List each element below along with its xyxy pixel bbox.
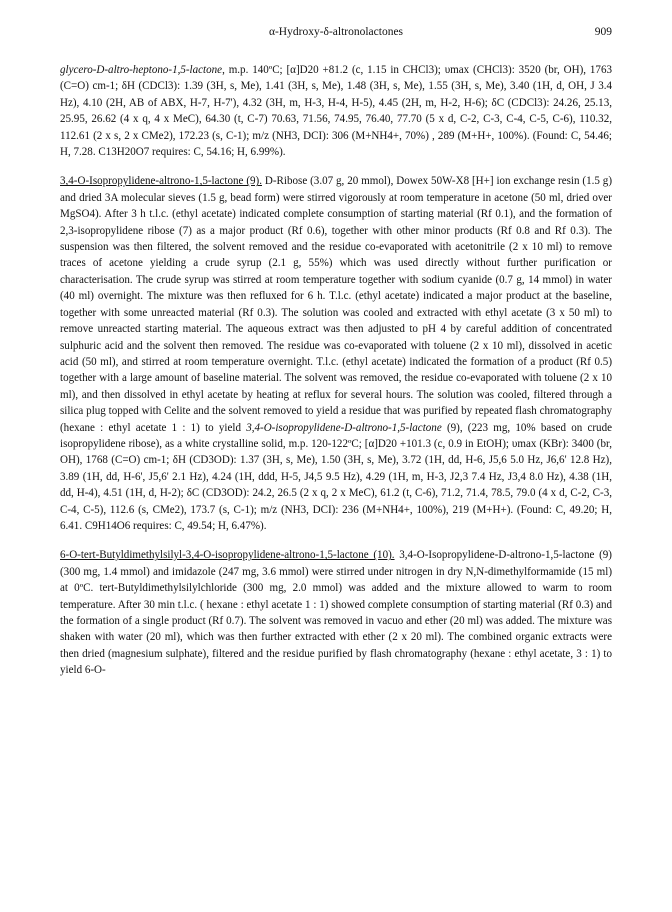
compound-name: 3,4-O-isopropylidene-D-altrono-1,5-lactone [246,421,442,434]
paragraph-text: 3,4-O-Isopropylidene-D-altrono-1,5-lactone (9) (300 mg, 1.4 mmol) and imidazole (247 mg, 3.6 mmol) were stirred under nitrogen in dry N,N-dimethylformamide (15 ml) at 0ºC. tert-Butyldimethylsilylchloride (300 mg, 2.0 mmol) was added and the mixture allowed to warm to room temperature. After 30 min t.l.c. ( hexane : ethyl acetate 1 : 1) showed complete consumption of starting material (Rf 0.3) and the formation of a single product (Rf 0.7). The solvent was removed in vacuo and ether (20 ml) was added. The mixture was shaken with water (20 ml), which was then further extracted with ether (2 x 20 ml). The combined organic extracts were then dried (magnesium sulphate), filtered and the residue purified by flash chromatography (hexane : ethyl acetate, 3 : 1) to yield 6-O- [60,549,612,677]
paragraph-compound-10 [60,547,612,678]
paragraph-heptonolactone-data [60,62,612,160]
paragraph-text: , m.p. 140ºC; [α]D20 +81.2 (c, 1.15 in CHCl3); υmax (CHCl3): 3520 (br, OH), 1763 (C=O) cm-1; δH (CDCl3): 1.39 (3H, s, Me), 1.41 (3H, s, Me), 1.48 (3H, s, Me), 1.55 (3H, s, Me), 3.40 (1H, d, OH, J 3.4 Hz), 4.10 (2H, AB of ABX, H-7, H-7'), 4.32 (3H, m, H-3, H-4, H-5), 4.45 (2H, m, H-2, H-6); δC (CDCl3): 24.26, 25.13, 25.95, 26.62 (4 x q, 4 x MeC), 64.30 (t, C-7) 70.63, 71.56, 74.95, 76.40, 77.70 (5 x d, C-2, C-3, C-4, C-5, C-6), 110.32, 112.61 (2 x s, 2 x CMe2), 172.23 (s, C-1); m/z (NH3, DCI): 306 (M+NH4+, 70%) , 289 (M+H+, 100%). (Found: C, 54.46; H, 7.28. C13H20O7 requires: C, 54.16; H, 6.99%). [60,64,612,159]
paragraph-text: (9), (223 mg, 10% based on crude isopropylidene ribose), as a white crystalline solid, m.p. 120-122ºC; [α]D20 +101.3 (c, 0.9 in EtOH); υmax (KBr): 3400 (br, OH), 1768 (C=O) cm-1; δH (CD3OD): 1.37 (3H, s, Me), 1.50 (3H, s, Me), 3.72 (1H, dd, H-6, J5,6 5.0 Hz, J6,6' 12.8 Hz), 3.89 (1H, dd, H-6', J5,6' 2.1 Hz), 4.24 (1H, ddd, H-5, J4,5 9.5 Hz), 4.29 (1H, m, H-3, J2,3 7.4 Hz, J3,4 8.0 Hz), 4.38 (1H, dd, H-4), 4.51 (1H, d, H-2); δC (CD3OD): 24.2, 26.5 (2 x q, 2 x MeC), 61.2 (t, C-6), 71.2, 71.4, 78.5, 79.0 (4 x d, C-2, C-3, C-4, C-5), 112.6 (s, CMe2), 173.7 (s, C-1); m/z (NH3, DCI): 236 (M+NH4+, 100%), 219 (M+H+). (Found: C, 49.20; H, 6.41. C9H14O6 requires: C, 49.54; H, 6.47%). [60,421,612,532]
section-heading: 6-O-tert-Butyldimethylsilyl-3,4-O-isopropylidene-altrono-1,5-lactone (10). [60,549,395,562]
page-header [60,26,612,42]
running-title: α-Hydroxy-δ-altronolactones [268,26,404,38]
page-body [60,62,612,692]
compound-name: glycero-D-altro-heptono-1,5-lactone [60,64,223,76]
page-number: 909 [594,26,612,38]
paragraph-compound-9 [60,173,612,534]
section-heading: 3,4-O-Isopropylidene-altrono-1,5-lactone (9). [60,175,262,188]
paragraph-text: D-Ribose (3.07 g, 20 mmol), Dowex 50W-X8 [H+] ion exchange resin (1.5 g) and dried 3A molecular sieves (1.5 g, bead form) were stirred vigorously at room temperature in acetone (50 ml, dried over MgSO4). After 3 h t.l.c. (ethyl acetate) indicated complete consumption of starting material (Rf 0.1), and the formation of 2,3-isopropylidene ribose (7) as a major product (Rf 0.6), together with other minor products (Rf 0.8 and Rf 0.3). The suspension was then filtered, the solvent removed and the residue co-evaporated with acetonitrile (2 x 10 ml) to remove traces of acetone yielding a crude syrup (2.1 g, 55%) which was used directly without further purification or characterisation. The crude syrup was stirred at room temperature together with sodium cyanide (0.7 g, 14 mmol) in water (40 ml) overnight. The mixture was then refluxed for 6 h. T.l.c. (ethyl acetate) indicated a major product at the baseline, together with some unreacted material (Rf 0.3). The solution was cooled and extracted with ethyl acetate (3 x 50 ml) to remove unreacted starting material. The aqueous extract was then adjusted to pH 4 by careful addition of concentrated sulphuric acid and the solvent then removed. The residue was co-evaporated with toluene (2 x 10 ml), dissolved in acetic acid (50 ml), and stirred at room temperature overnight. T.l.c. (ethyl acetate) indicated the formation of a product (Rf 0.5) together with a large amount of baseline material. The solvent was removed, the residue co-evaporated with toluene (2 x 10 ml), and then dissolved in ethyl acetate by heating at reflux for several hours. The solution was cooled, filtered through a silica plug topped with Celite and the solvent removed to yield a residue that was purified by repeated flash chromatography (hexane : ethyl acetate 1 : 1) to yield [60,175,613,434]
